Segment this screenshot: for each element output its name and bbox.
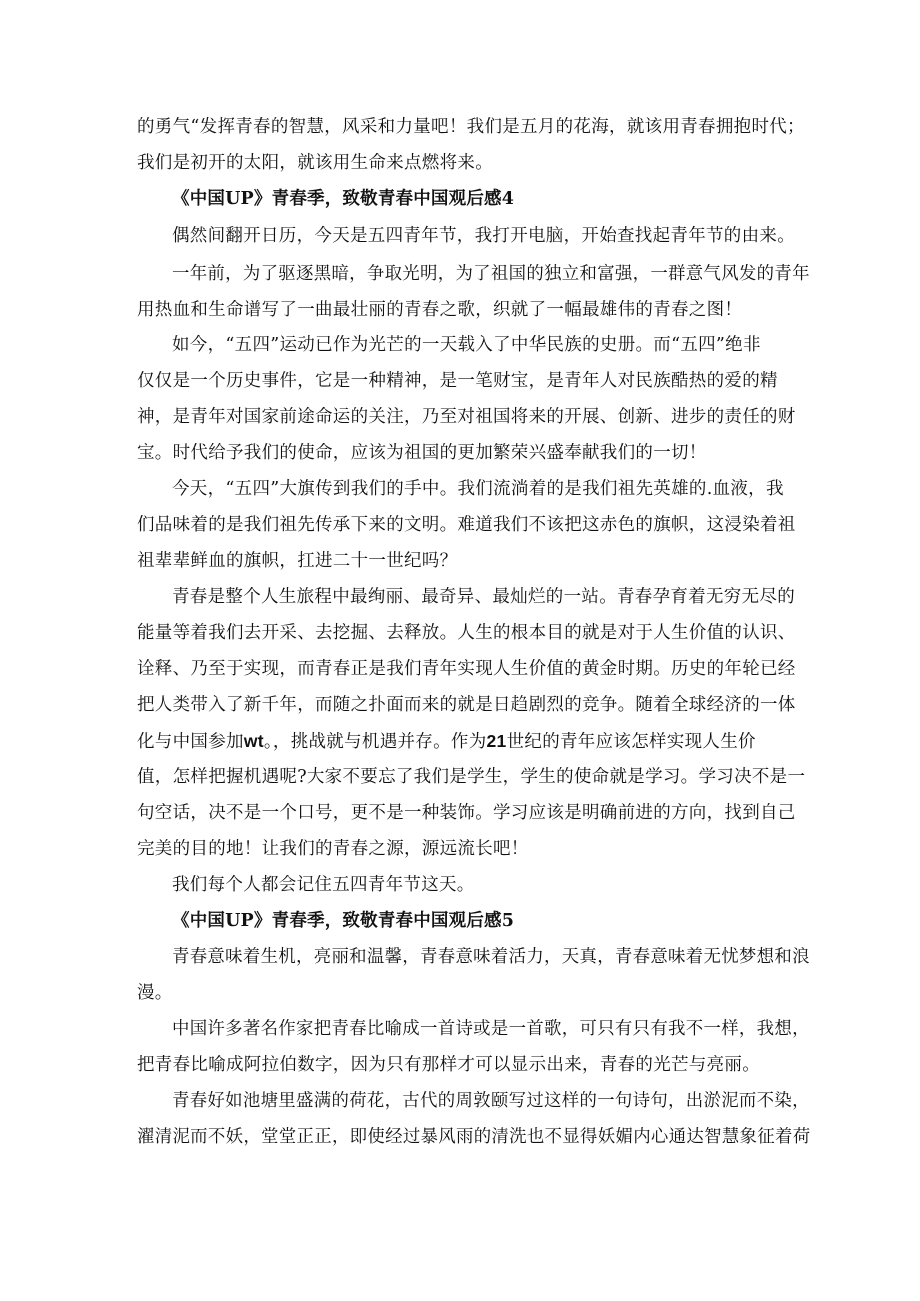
paragraph-line: 把人类带入了新千年，而随之扑面而来的就是日趋剧烈的竞争。随着全球经济的一体 [137, 695, 796, 715]
paragraph-line: 宝。时代给予我们的使命，应该为祖国的更加繁荣兴盛奉献我们的一切！ [137, 443, 707, 463]
text-run-bold: 21 [486, 731, 507, 751]
paragraph-line [137, 730, 756, 753]
paragraph-line: 今天，“五四”大旗传到我们的手中。我们流淌着的是我们祖先英雄的.血液，我 [172, 479, 784, 499]
paragraph-line: 的勇气“发挥青春的智慧，风采和力量吧！我们是五月的花海，就该用青春拥抱时代； [137, 117, 805, 137]
text-run: 。，挑战就与机遇并存。作为 [263, 732, 487, 752]
paragraph-line: 一年前，为了驱逐黑暗，争取光明，为了祖国的独立和富强，一群意气风发的青年 [172, 264, 810, 284]
text-run: 化与中国参加 [137, 732, 244, 752]
paragraph-line: 们品味着的是我们祖先传承下来的文明。难道我们不该把这赤色的旗帜，这浸染着祖 [137, 515, 796, 535]
paragraph-line: 如今，“五四”运动已作为光芒的一天载入了中华民族的史册。而“五四”绝非 [172, 335, 761, 355]
paragraph-line: 能量等着我们去开采、去挖掘、去释放。人生的根本目的就是对于人生价值的认识、 [137, 623, 796, 643]
paragraph-line: 诠释、乃至于实现，而青春正是我们青年实现人生价值的黄金时期。历史的年轮已经 [137, 659, 796, 679]
text-run-bold: wt [243, 731, 264, 751]
paragraph-line: 仅仅是一个历史事件，它是一种精神，是一笔财宝，是青年人对民族酷热的爱的精 [137, 371, 778, 391]
paragraph-line: 青春好如池塘里盛满的荷花，古代的周敦颐写过这样的一句诗句，出淤泥而不染， [172, 1091, 810, 1111]
paragraph-line: 用热血和生命谱写了一曲最壮丽的青春之歌，织就了一幅最雄伟的青春之图！ [137, 300, 743, 320]
paragraph-line: 偶然间翻开日历，今天是五四青年节，我打开电脑，开始查找起青年节的由来。 [172, 226, 795, 246]
paragraph-line: 青春是整个人生旅程中最绚丽、最奇异、最灿烂的一站。青春孕育着无穷无尽的 [172, 587, 795, 607]
paragraph-line: 值，怎样把握机遇呢?大家不要忘了我们是学生，学生的使命就是学习。学习决不是一 [137, 767, 806, 787]
section-heading-5: 《中国UP》青春季，致敬青春中国观后感5 [172, 911, 515, 931]
paragraph-line: 中国许多著名作家把青春比喻成一首诗或是一首歌，可只有只有我不一样，我想， [172, 1019, 810, 1039]
paragraph-line: 我们每个人都会记住五四青年节这天。 [172, 875, 475, 895]
paragraph-line: 句空话，决不是一个口号，更不是一种装饰。学习应该是明确前进的方向，找到自己 [137, 803, 796, 823]
text-run: 世纪的青年应该怎样实现人生价 [506, 732, 756, 752]
paragraph-line: 神，是青年对国家前途命运的关注，乃至对祖国将来的开展、创新、进步的责任的财 [137, 407, 796, 427]
paragraph-line: 祖辈辈鲜血的旗帜，扛进二十一世纪吗？ [137, 551, 458, 571]
paragraph-line: 完美的目的地！让我们的青春之源，源远流长吧！ [137, 839, 529, 859]
paragraph-line: 把青春比喻成阿拉伯数字，因为只有那样才可以显示出来，青春的光芒与亮丽。 [137, 1055, 760, 1075]
section-heading-4: 《中国UP》青春季，致敬青春中国观后感4 [172, 189, 515, 209]
paragraph-line: 我们是初开的太阳，就该用生命来点燃将来。 [137, 153, 493, 173]
paragraph-line: 漫。 [137, 983, 173, 1003]
paragraph-line: 濯清泥而不妖，堂堂正正，即使经过暴风雨的清洗也不显得妖媚内心通达智慧象征着荷 [137, 1127, 811, 1147]
paragraph-line: 青春意味着生机，亮丽和温馨，青春意味着活力，天真，青春意味着无忧梦想和浪 [172, 947, 810, 967]
